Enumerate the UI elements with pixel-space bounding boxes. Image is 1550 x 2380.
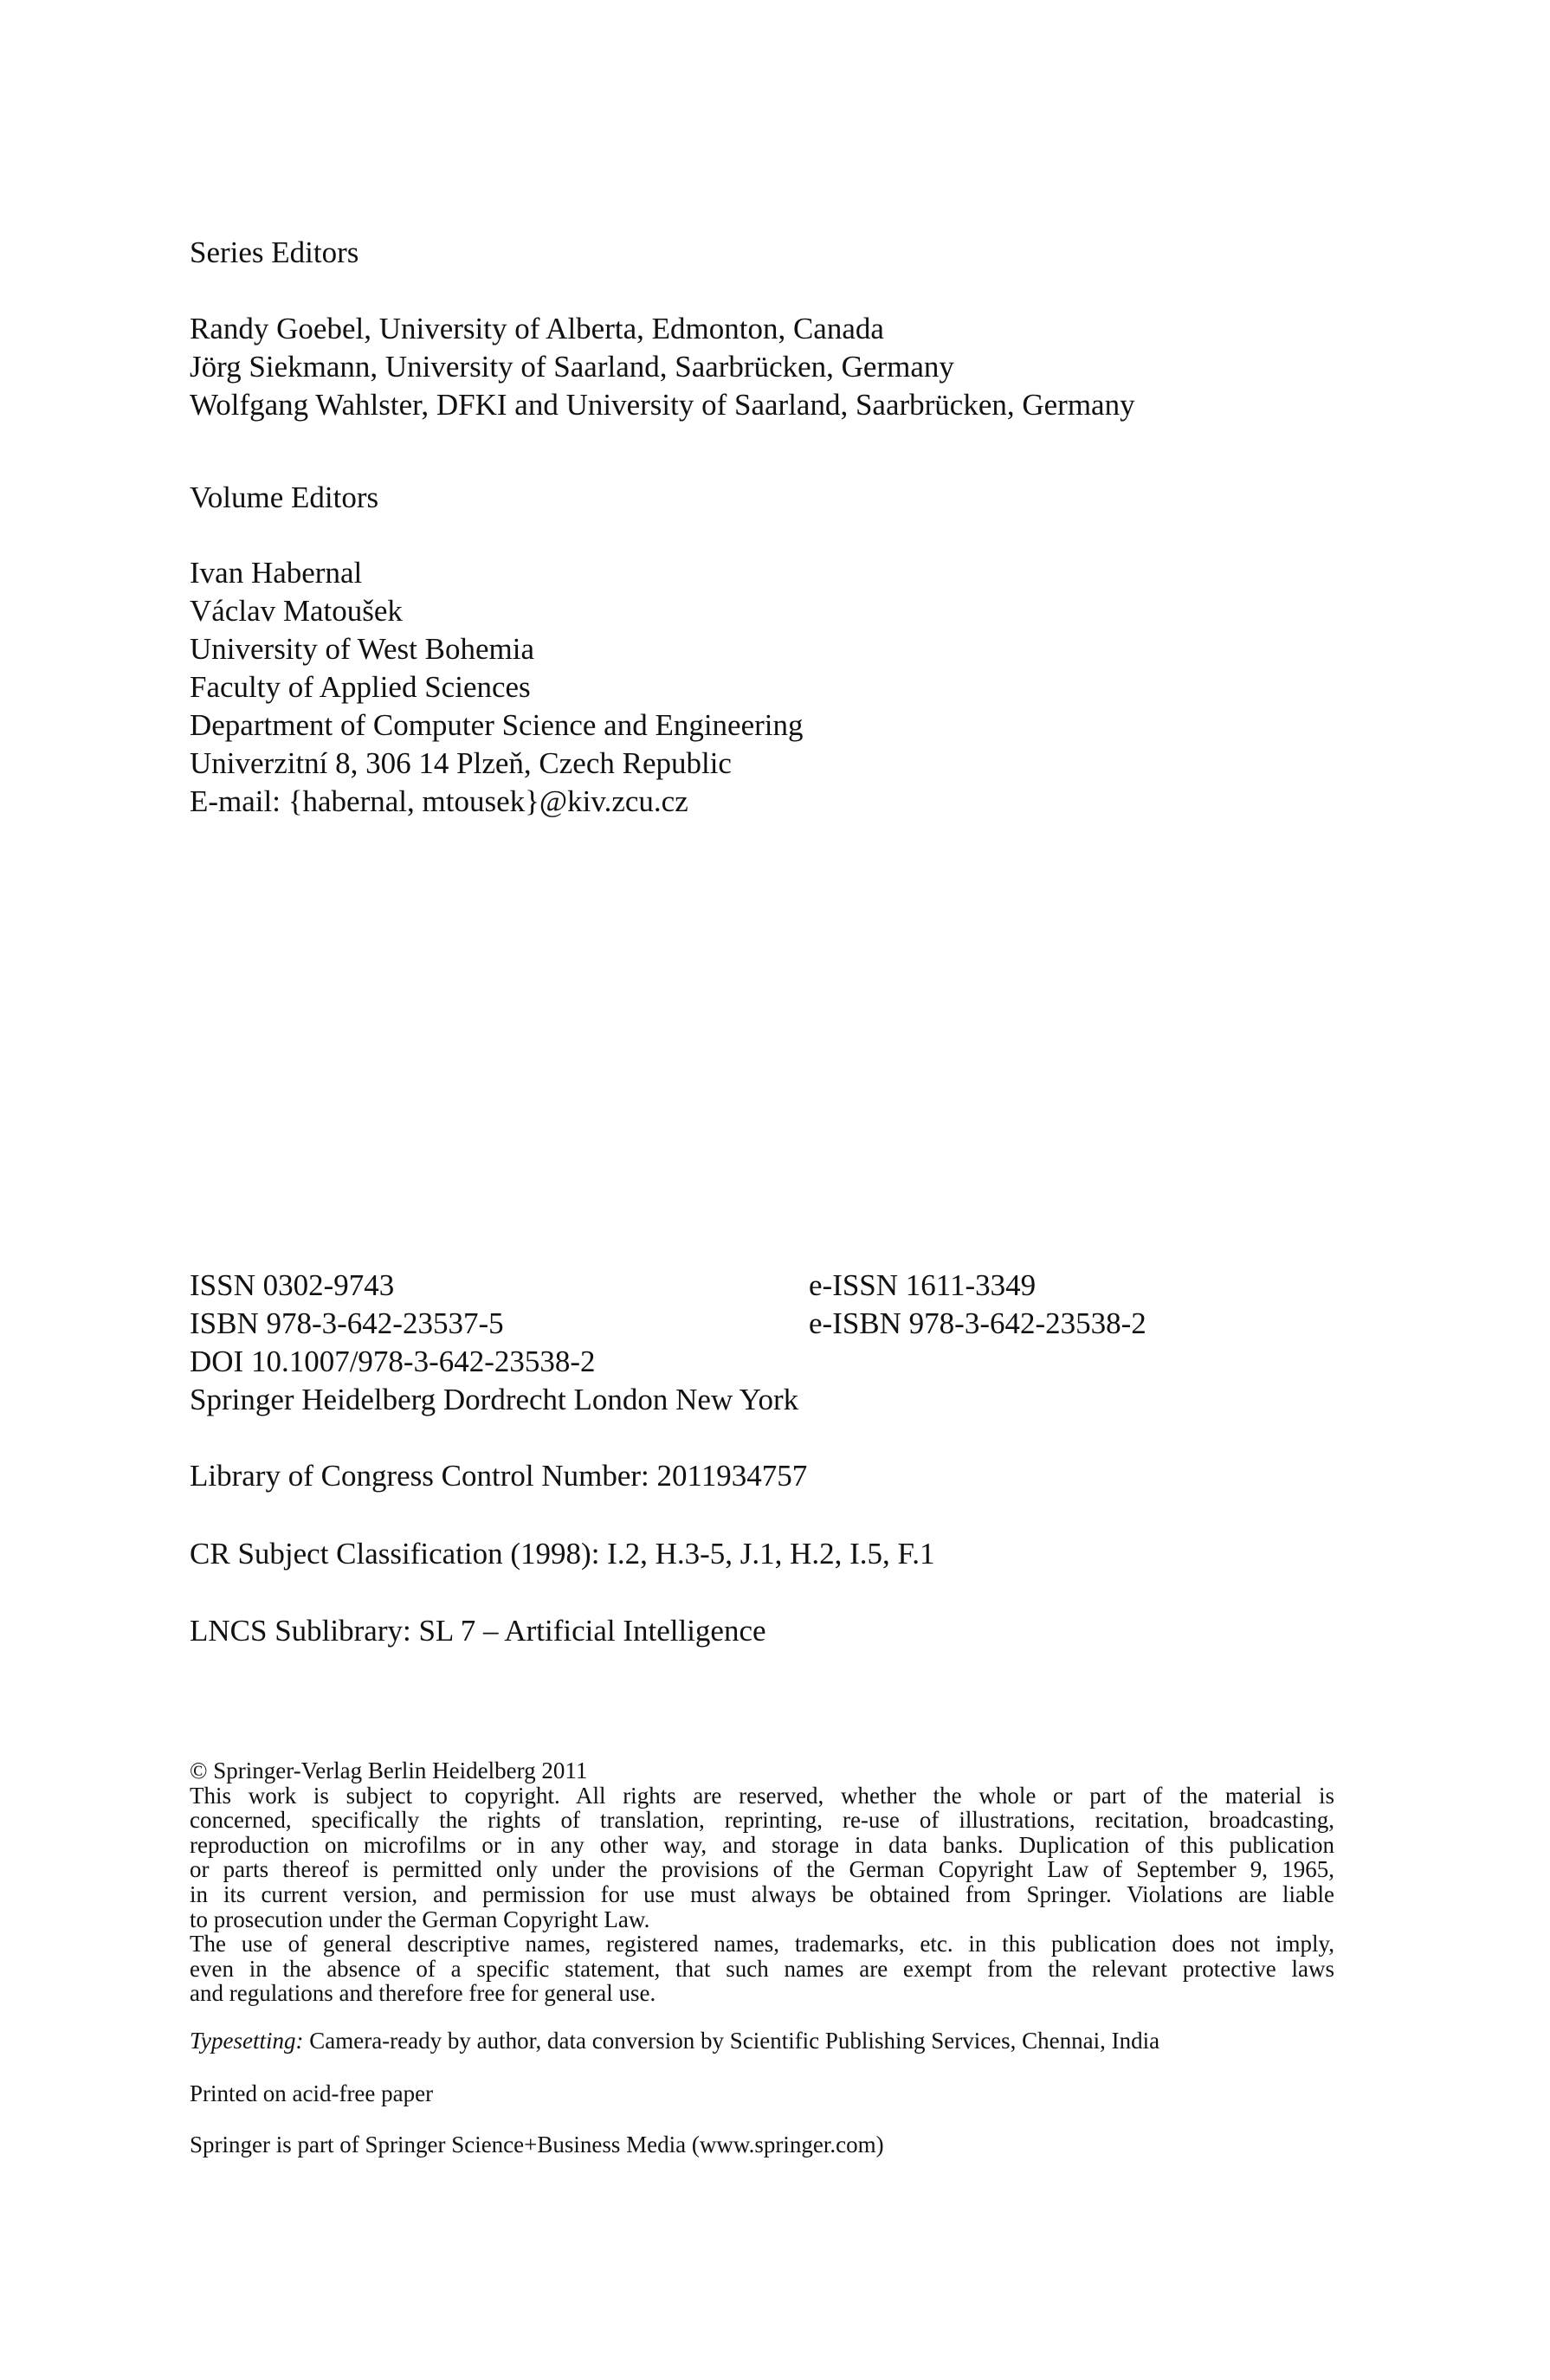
series-editor-name: Randy Goebel, University of Alberta, Edmonton, Canada bbox=[190, 312, 884, 345]
copyright-line: to prosecution under the German Copyright Law. bbox=[190, 1906, 650, 1932]
publisher-cities: Springer Heidelberg Dordrecht London New York bbox=[190, 1383, 799, 1416]
series-editors-list bbox=[190, 310, 1135, 424]
volume-editor-line: Václav Matoušek bbox=[190, 594, 403, 628]
e-isbn: e-ISBN 978-3-642-23538-2 bbox=[809, 1306, 1146, 1340]
isbn: ISBN 978-3-642-23537-5 bbox=[190, 1306, 504, 1340]
volume-editors-heading: Volume Editors bbox=[190, 481, 379, 514]
paper-note: Printed on acid-free paper bbox=[190, 2080, 434, 2106]
copyright-line: and regulations and therefore free for general use. bbox=[190, 1980, 656, 2007]
typesetting-label: Typesetting: bbox=[190, 2028, 304, 2054]
springer-note: Springer is part of Springer Science+Business Media (www.springer.com) bbox=[190, 2132, 884, 2157]
volume-editor-line: University of West Bohemia bbox=[190, 632, 535, 666]
series-editors-heading: Series Editors bbox=[190, 235, 359, 269]
doi: DOI 10.1007/978-3-642-23538-2 bbox=[190, 1345, 596, 1378]
copyright-line: concerned, specifically the rights of translation, reprinting, re-use of illustrations, recitation, broadcasting, bbox=[190, 1807, 1334, 1834]
e-issn: e-ISSN 1611-3349 bbox=[809, 1268, 1037, 1302]
lncs-sublibrary: LNCS Sublibrary: SL 7 – Artificial Intelligence bbox=[190, 1614, 766, 1648]
volume-editor-line: Department of Computer Science and Engineering bbox=[190, 708, 804, 742]
copyright-holder: © Springer-Verlag Berlin Heidelberg 2011 bbox=[190, 1758, 588, 1783]
copyright-line: reproduction on microfilms or in any other way, and storage in data banks. Duplication of this publication bbox=[190, 1831, 1334, 1858]
volume-editors-address bbox=[190, 554, 804, 821]
cr-subject-classification: CR Subject Classification (1998): I.2, H.3-5, J.1, H.2, I.5, F.1 bbox=[190, 1537, 935, 1571]
issn: ISSN 0302-9743 bbox=[190, 1268, 395, 1302]
loc-control-number: Library of Congress Control Number: 2011934757 bbox=[190, 1459, 808, 1493]
volume-editor-email: E-mail: {habernal, mtousek}@kiv.zcu.cz bbox=[190, 784, 688, 818]
volume-editor-line: Univerzitní 8, 306 14 Plzeň, Czech Republic bbox=[190, 746, 732, 780]
copyright-line: in its current version, and permission for use must always be obtained from Springer. Violations are liable bbox=[190, 1880, 1334, 1907]
series-editor-name: Jörg Siekmann, University of Saarland, Saarbrücken, Germany bbox=[190, 350, 954, 384]
series-editor-name: Wolfgang Wahlster, DFKI and University of Saarland, Saarbrücken, Germany bbox=[190, 388, 1135, 422]
copyright-line: even in the absence of a specific statement, that such names are exempt from the relevant protective laws bbox=[190, 1955, 1334, 1982]
copyright-notice bbox=[190, 1758, 1334, 2006]
issn-row bbox=[190, 1267, 1146, 1305]
typesetting-note bbox=[190, 2028, 1334, 2054]
copyright-line: This work is subject to copyright. All rights are reserved, whether the whole or part of the material is bbox=[190, 1782, 1334, 1809]
identifiers bbox=[190, 1267, 1146, 1419]
volume-editor-line: Faculty of Applied Sciences bbox=[190, 670, 531, 704]
typesetting-text: Camera-ready by author, data conversion by Scientific Publishing Services, Chennai, India bbox=[303, 2028, 1160, 2054]
isbn-row bbox=[190, 1305, 1146, 1343]
volume-editor-line: Ivan Habernal bbox=[190, 556, 363, 590]
copyright-line: The use of general descriptive names, registered names, trademarks, etc. in this publication does not imply, bbox=[190, 1931, 1334, 1958]
copyright-line: or parts thereof is permitted only under the provisions of the German Copyright Law of September 9, 1965, bbox=[190, 1856, 1334, 1883]
